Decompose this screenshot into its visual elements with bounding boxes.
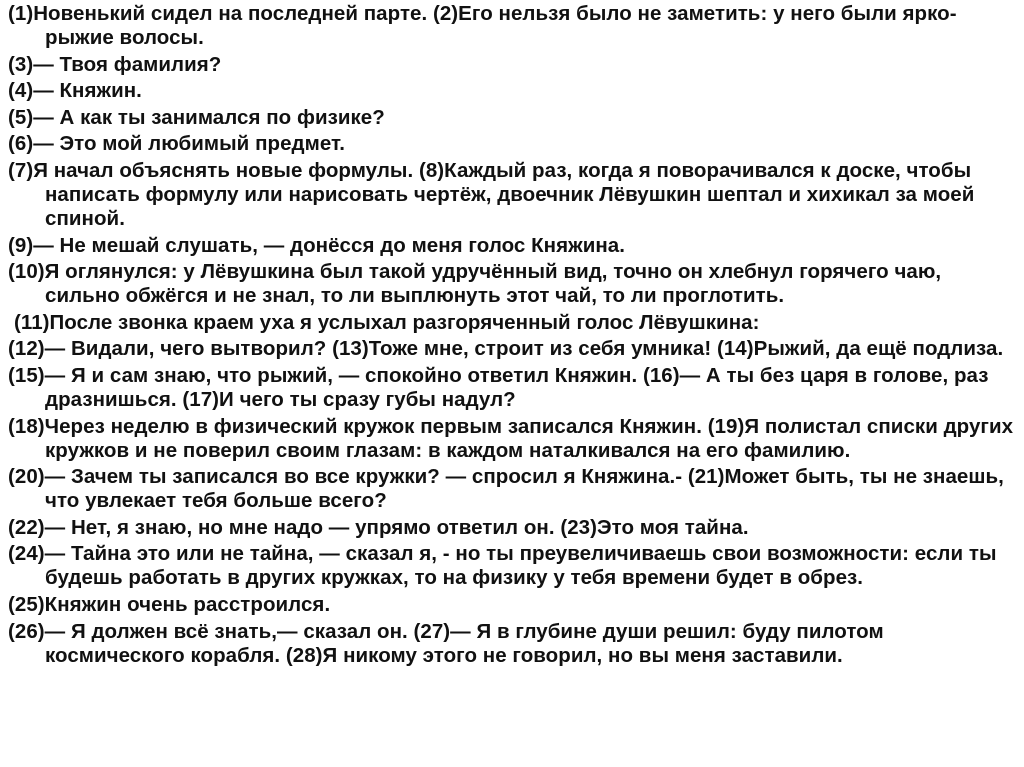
paragraph-25: (25)Княжин очень расстроился. bbox=[8, 592, 331, 616]
paragraph-9: (9)— Не мешай слушать, — донёсся до меня голос Княжина. bbox=[8, 233, 625, 257]
paragraph-5: (5)— А как ты занимался по физике? bbox=[8, 105, 385, 129]
paragraph-4: (4)— Княжин. bbox=[8, 79, 142, 103]
paragraph-22: (22)— Нет, я знаю, но мне надо — упрямо ответил он. (23)Это моя тайна. bbox=[8, 515, 749, 539]
paragraph-10: (10)Я оглянулся: у Лёвушкина был такой удручённый вид, точно он хлебнул горячего чаю, сильно обжёгся и не знал, то ли выплюнуть этот чай, то ли проглотить. bbox=[8, 260, 942, 308]
paragraph-6: (6)— Это мой любимый предмет. bbox=[8, 132, 346, 156]
paragraph-7: (7)Я начал объяснять новые формулы. (8)Каждый раз, когда я поворачивался к доске, чтобы написать формулу или нарисовать чертёж, двоечник Лёвушкин шептал и хихикал за моей спиной. bbox=[8, 158, 975, 230]
paragraph-24: (24)— Тайна это или не тайна, — сказал я, - но ты преувеличиваешь свои возможности: если ты будешь работать в других кружках, то на физику у тебя времени будет в обрез. bbox=[8, 542, 997, 590]
paragraph-26: (26)— Я должен всё знать,— сказал он. (27)— Я в глубине души решил: буду пилотом космического корабля. (28)Я никому этого не говорил, но вы меня заставили. bbox=[8, 619, 884, 667]
paragraph-12: (12)— Видали, чего вытворил? (13)Тоже мне, строит из себя умника! (14)Рыжий, да ещё подлиза. bbox=[8, 337, 1004, 361]
paragraph-1: (1)Новенький сидел на последней парте. (2)Его нельзя было не заметить: у него были ярко-рыжие волосы. bbox=[8, 2, 957, 49]
paragraph-15: (15)— Я и сам знаю, что рыжий, — спокойно ответил Княжин. (16)— А ты без царя в голове, раз дразнишься. (17)И чего ты сразу губы надул? bbox=[8, 363, 989, 411]
paragraph-11: (11)После звонка краем уха я услыхал разгоряченный голос Лёвушкина: bbox=[14, 310, 760, 334]
paragraph-20: (20)— Зачем ты записался во все кружки? — спросил я Княжина.- (21)Может быть, ты не знаешь, что увлекает тебя больше всего? bbox=[8, 465, 1004, 513]
paragraph-18: (18)Через неделю в физический кружок первым записался Княжин. (19)Я полистал списки других кружков и не поверил своим глазам: в каждом наталкивался на его фамилию. bbox=[8, 414, 1014, 462]
paragraph-3: (3)— Твоя фамилия? bbox=[8, 52, 222, 76]
